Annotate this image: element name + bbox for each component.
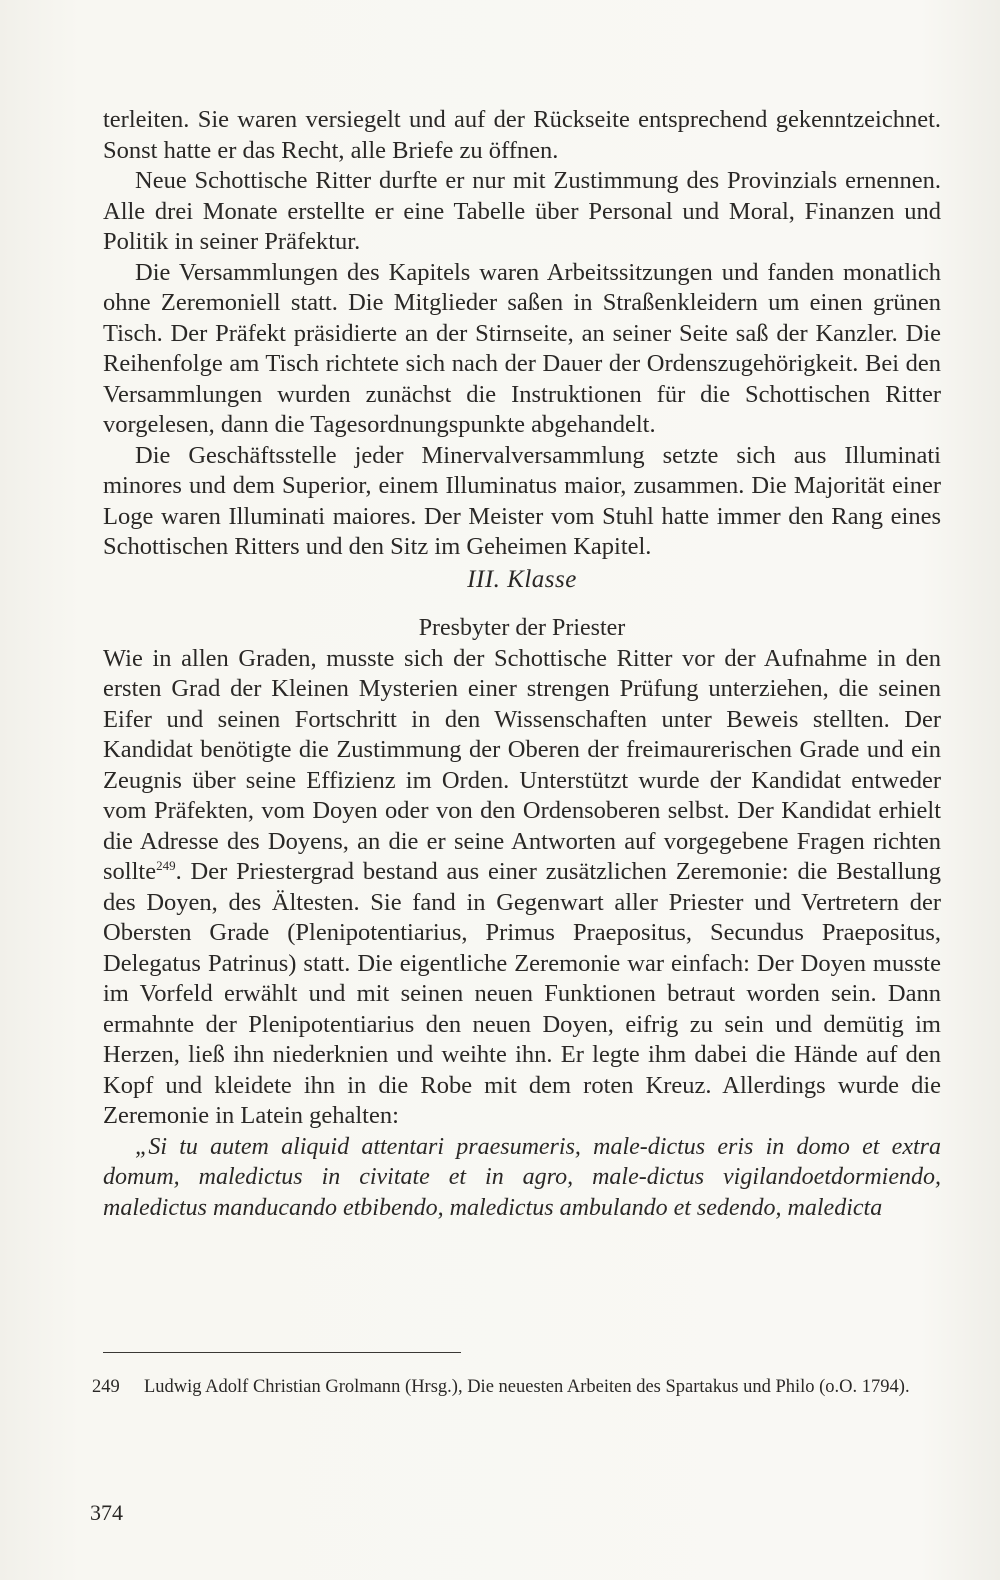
paragraph-presbyter-part1: Wie in allen Graden, musste sich der Schottische Ritter vor der Aufnahme in den ersten Grad der Kleinen Mysterien einer strengen Prüfung unterziehen, die seinen Eifer und seinen Fortschritt in den Wissenschaften unter Beweis stellten. Der Kandidat benötigte die Zustimmung der Oberen der freimaurerischen Grade und ein Zeugnis über seine Effizienz im Orden. Unterstützt wurde der Kandidat entweder vom Präfekten, vom Doyen oder von den Ordensoberen selbst. Der Kandidat erhielt die Adresse des Doyens, an die er seine Antworten auf vorgegebene Fragen richten sollte bbox=[103, 644, 941, 885]
paragraph-geschaeftsstelle: Die Geschäftsstelle jeder Minervalversammlung setzte sich aus Illuminati minores und dem Superior, einem Illuminatus maior, zusammen. Die Majorität einer Loge waren Illuminati maiores. Der Meister vom Stuhl hatte immer den Rang eines Schottischen Ritters und den Sitz im Geheimen Kapitel. bbox=[103, 441, 941, 560]
latin-quote: „Si tu autem aliquid attentari praesumeris, male-dictus eris in domo et extra domum, maledictus in civitate et in agro, male-dictus vigilandoetdormiendo, maledictus manducando etbibendo, maledictus ambulando et sedendo, maledicta bbox=[103, 1133, 941, 1221]
paragraph-presbyter bbox=[103, 644, 941, 1132]
footnote-divider bbox=[103, 1352, 461, 1353]
footnote-text: Ludwig Adolf Christian Grolmann (Hrsg.), Die neuesten Arbeiten des Spartakus und Philo (o.O. 1794). bbox=[144, 1377, 910, 1397]
paragraph-schottische-ritter: Neue Schottische Ritter durfte er nur mit Zustimmung des Provinzials ernennen. Alle drei Monate erstellte er eine Tabelle über Personal und Moral, Finanzen und Politik in seiner Präfektur. bbox=[103, 167, 941, 255]
page-number: 374 bbox=[90, 1500, 123, 1525]
body-text bbox=[103, 105, 941, 1223]
footnote-reference[interactable]: 249 bbox=[156, 857, 176, 873]
footnote-number: 249 bbox=[92, 1377, 120, 1397]
class-heading: III. Klasse bbox=[467, 565, 577, 593]
grade-subheading: Presbyter der Priester bbox=[418, 615, 626, 641]
paragraph-presbyter-part2: . Der Priestergrad bestand aus einer zusätzlichen Zeremonie: die Bestallung des Doyen, des Ältesten. Sie fand in Gegenwart aller Priester und Vertretern der Obersten Grade (Plenipotentiarius, Primus Praepositus, Secundus Praepositus, Delegatus Patrinus) statt. Die eigentliche Zeremonie war einfach: Der Doyen musste im Vorfeld erwählt und mit seinen neuen Funktionen betraut worden sein. Dann ermahnte der Plenipotentiarius den neuen Doyen, eifrig zu sein und demütig im Herzen, ließ ihn niederknien und weihte ihn. Er legte ihm dabei die Hände auf den Kopf und kleidete ihn in die Robe mit dem roten Kreuz. Allerdings wurde die Zeremonie in Latein gehalten: bbox=[103, 858, 941, 1129]
footnote bbox=[92, 1377, 937, 1398]
paragraph-versammlungen: Die Versammlungen des Kapitels waren Arbeitssitzungen und fanden monatlich ohne Zeremoniell statt. Die Mitglieder saßen in Straßenkleidern um einen grünen Tisch. Der Präfekt präsidierte an der Stirnseite, an seiner Seite saß der Kanzler. Die Reihenfolge am Tisch richtete sich nach der Dauer der Ordenszugehörigkeit. Bei den Versammlungen wurden zunächst die Instruktionen für die Schottischen Ritter vorgelesen, dann die Tagesordnungspunkte abgehandelt. bbox=[103, 258, 941, 438]
paragraph-continuation: terleiten. Sie waren versiegelt und auf der Rückseite entsprechend gekenntzeichnet. Sonst hatte er das Recht, alle Briefe zu öffnen. bbox=[103, 106, 941, 164]
